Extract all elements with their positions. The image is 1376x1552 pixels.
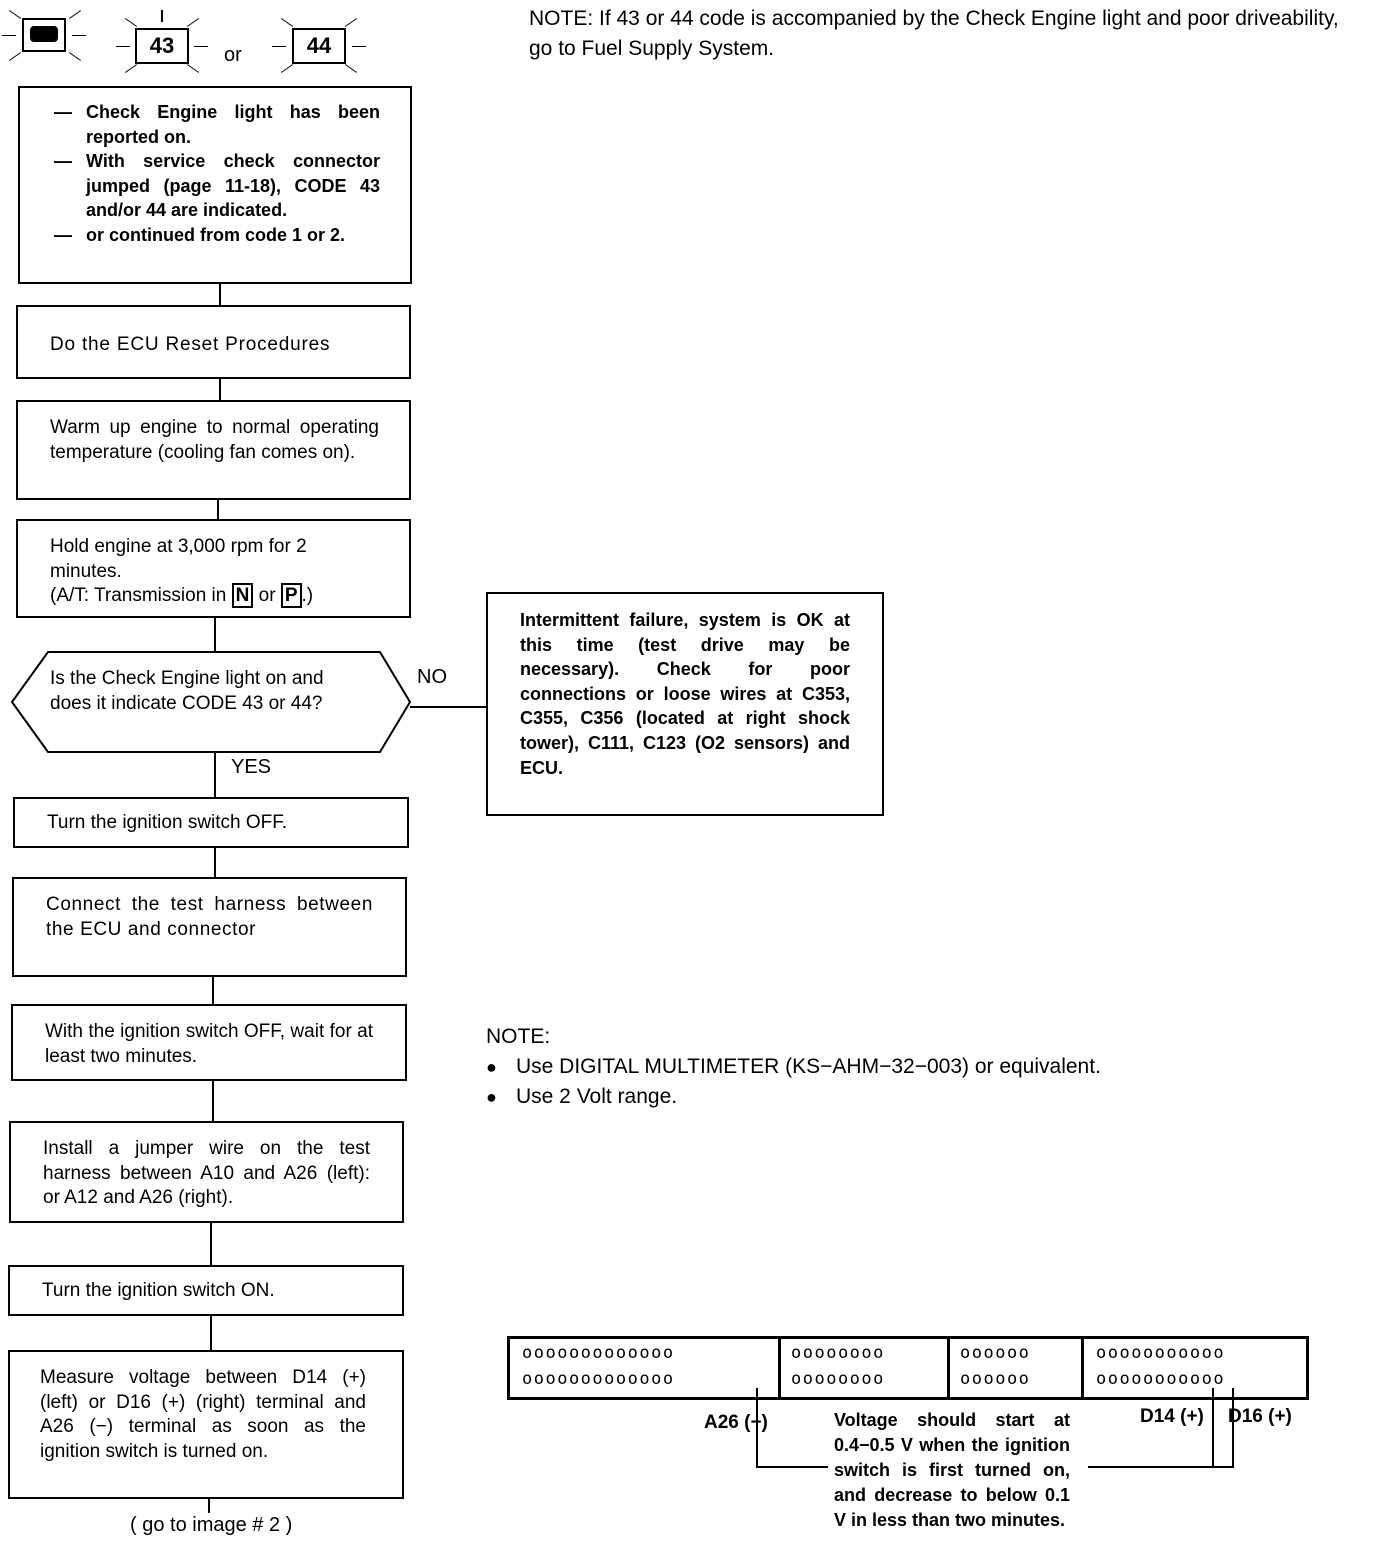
warm-up-box: Warm up engine to normal operating temperature (cooling fan comes on). [16, 400, 411, 500]
voltage-spec-note: Voltage should start at 0.4−0.5 V when the ignition switch is first turned on, and decrease to below 0.1 V in less than two minutes. [834, 1410, 1070, 1530]
or-label: or [224, 44, 242, 66]
d14-terminal-label: D14 (+) [1140, 1406, 1204, 1427]
ignition-on-box: Turn the ignition switch ON. [8, 1265, 404, 1316]
a26-probe-line-h [756, 1466, 828, 1468]
connector-line [214, 848, 216, 877]
d14-probe-line [1212, 1388, 1214, 1468]
hold-rpm-box: Hold engine at 3,000 rpm for 2 minutes. (A/T: Transmission in N or P .) [16, 519, 411, 618]
ecu-reset-box: Do the ECU Reset Procedures [16, 305, 411, 379]
a26-terminal-label: A26 (−) [704, 1412, 768, 1433]
park-gear-badge: P [281, 583, 302, 608]
connect-harness-box: Connect the test harness between the ECU and connector [12, 877, 407, 977]
connector-line [219, 284, 221, 305]
list-item: ● Use 2 Volt range. [486, 1082, 1186, 1112]
list-item: ● Use DIGITAL MULTIMETER (KS−AHM−32−003) or equivalent. [486, 1052, 1186, 1082]
connector-line [219, 379, 221, 400]
connector-section-d: ooooooooooo ooooooooooo [1096, 1343, 1226, 1389]
no-label: NO [417, 666, 447, 688]
multimeter-note [486, 1022, 1186, 1112]
connector-line [212, 977, 214, 1004]
go-to-next-page-link[interactable]: ( go to image # 2 ) [130, 1514, 293, 1536]
wait-two-minutes-box: With the ignition switch OFF, wait for at least two minutes. [11, 1004, 407, 1081]
no-branch-line [410, 706, 488, 708]
neutral-gear-badge: N [232, 583, 254, 608]
ignition-off-box: Turn the ignition switch OFF. [13, 797, 409, 848]
connector-line [208, 1499, 210, 1513]
install-jumper-box: Install a jumper wire on the test harness between A10 and A26 (left): or A12 and A26 (right). [9, 1121, 404, 1223]
top-note: NOTE: If 43 or 44 code is accompanied by the Check Engine light and poor driveability, go to Fuel Supply System. [529, 7, 1339, 60]
bullet-icon: ● [486, 1087, 497, 1107]
bullet-icon: ● [486, 1057, 497, 1077]
start-condition-box [18, 86, 412, 284]
connector-line [210, 1223, 212, 1265]
connector-line [217, 500, 219, 519]
d-probe-line-h [1088, 1466, 1234, 1468]
connector-section-c: oooooo oooooo [950, 1339, 1084, 1397]
code-43-blink-icon [112, 4, 212, 74]
yes-branch-line [214, 753, 216, 797]
d16-probe-line [1232, 1388, 1234, 1468]
ecu-connector-diagram [507, 1336, 1309, 1400]
measure-voltage-box: Measure voltage between D14 (+) (left) or D16 (+) (right) terminal and A26 (−) terminal as soon as the ignition switch is turned on. [8, 1350, 404, 1499]
yes-label: YES [231, 756, 272, 778]
connector-line [210, 1316, 212, 1350]
check-engine-blink-icon [0, 4, 110, 64]
list-item: — or continued from code 1 or 2. [54, 224, 346, 245]
code-44-label: 44 [292, 28, 346, 64]
list-item: — With service check connector jumped (page 11-18), CODE 43 and/or 44 are indicated. [54, 151, 380, 220]
connector-section-b: oooooooo oooooooo [781, 1339, 950, 1397]
code-43-label: 43 [135, 28, 189, 64]
intermittent-failure-box: Intermittent failure, system is OK at this time (test drive may be necessary). Check for poor connections or loose wires at C353, C355, C356 (located at right shock tower), C111, C123 (O2 sensors) and ECU. [486, 592, 884, 816]
connector-section-a: ooooooooooooo ooooooooooooo [510, 1339, 781, 1397]
note-title: NOTE: [486, 1025, 551, 1048]
connector-line [212, 1081, 214, 1121]
list-item: — Check Engine light has been reported on. [54, 102, 380, 147]
code-44-blink-icon [266, 4, 370, 74]
connector-line [214, 618, 216, 652]
decision-question: Is the Check Engine light on and does it indicate CODE 43 or 44? [50, 668, 324, 714]
d16-terminal-label: D16 (+) [1228, 1406, 1292, 1427]
